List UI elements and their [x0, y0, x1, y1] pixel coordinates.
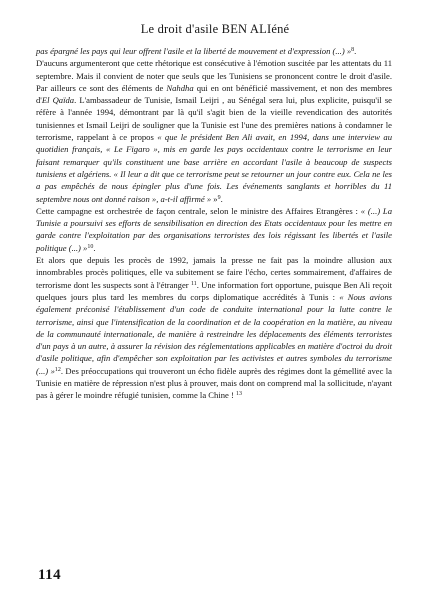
text-run: » [211, 193, 218, 204]
text-run: qui en ont bénéficié massivement, et non des membres d' [36, 82, 393, 106]
emphasis-nahdha: Nahdha [166, 82, 194, 93]
running-header: Le droit d'asile BEN ALIéné [140, 22, 290, 36]
footnote-ref: 8 [351, 47, 355, 53]
quote-text: pas épargné les pays qui leur offrent l'asile et la liberté de mouvement et d'expression (...) » [36, 46, 352, 56]
footnote-ref: 11 [190, 280, 197, 287]
text-run: Cette campagne est orchestrée de façon centrale, selon le ministre des Affaires Etrangères : [36, 205, 361, 216]
paragraph-4 [36, 254, 392, 402]
quote-text: « Nous avions également préconisé l'établissement d'un code de conduite international pour la lutte contre le terrorisme, ainsi que l'intensification de la coordination et de la coopération en la matière, au niveau de la communauté internationale, de manière à restreindre les déplacements des éléments terroristes d'un pays à un autre, à assurer la révision des réglementations applicables en matière d'octroi du droit d'asile politique, afin d'empêcher son exploitation par les activistes et autres symboles du terrorisme (...) » [36, 291, 393, 376]
text-run: . Une information fort opportune, puisque Ben Ali reçoit quelques jours plus tard les membres du corps diplomatique accrédités à Tunis : [36, 279, 393, 302]
body-text [36, 45, 392, 402]
text-run: . [93, 242, 96, 253]
paragraph-2 [36, 57, 392, 205]
paragraph-1 [36, 45, 392, 57]
text-run: Et alors que depuis les procès de 1992, jamais la presse ne fait pas la moindre allusion aux innombrables procès politiques, elle va subitement se faire l'écho, certes sommairement, d'affaires de terrorisme dont les suspects sont à l'étranger [36, 255, 392, 290]
footnote-ref: 9 [217, 194, 221, 201]
text-run: . [354, 46, 357, 56]
footnote-ref: 12 [54, 366, 61, 373]
quote-text: « (...) La Tunisie a poursuivi ses efforts de sensibilisation en direction des Etats occidentaux pour les mettre en garde contre l'exploitation par des organisations terroristes des lois régissant les libertés et l'asile politique (...) » [36, 205, 392, 253]
emphasis-el-qaida: El Qaïda [41, 95, 75, 106]
page-number: 114 [38, 567, 62, 583]
paragraph-3 [36, 205, 392, 254]
text-run: . L'ambassadeur de Tunisie, Ismail Leijri , au Sénégal sera lui, plus explicite, puisqu'il se réfère à l'année 1994, démontrant par là qu'il s'agit bien de la vieille revendication des autorités tunisiennes et Ismail Leijri de souligner que la Tunisie est l'une des premières nations à condamner le terrorisme, rappelant à ce propos [36, 95, 392, 143]
footnote-ref: 10 [87, 243, 94, 250]
text-run: D'aucuns argumenteront que cette rhétorique est consécutive à l'émotion suscitée par les attentats du 11 septembre. Mais il convient de noter que seuls que les Tunisiens se prononcent contre le droit d'asile. Par ailleurs ce sont des éléments de [36, 58, 392, 93]
text-run: . [220, 193, 223, 204]
text-run: . Des préoccupations qui trouveront un écho fidèle auprès des régimes dont la gémellité avec la Tunisie en matière de répression n'est plus à prouver, mais dont on comprend mal la sollicitude, n'ayant pas à gérer le moindre réfugié tunisien, comme la Chine ! [36, 365, 392, 401]
quote-text: « que le président Ben Ali avait, en 1994, dans une interview au quotidien français, « Le Figaro », mis en garde les pays occidentaux contre le terrorisme en leur faisant remarquer qu'ils constituent une base arrière en accordant l'asile à beaucoup de suspects tunisiens et algériens. « Il leur a dit que ce terrorisme peut se retourner un jour contre eux. Cela ne les a pas empêchés de nous épingler plus d'une fois. Les événements sanglants et horribles du 11 septembre nous ont donné raison », a-t-il affirmé » [36, 132, 392, 204]
footnote-ref: 13 [235, 391, 242, 398]
